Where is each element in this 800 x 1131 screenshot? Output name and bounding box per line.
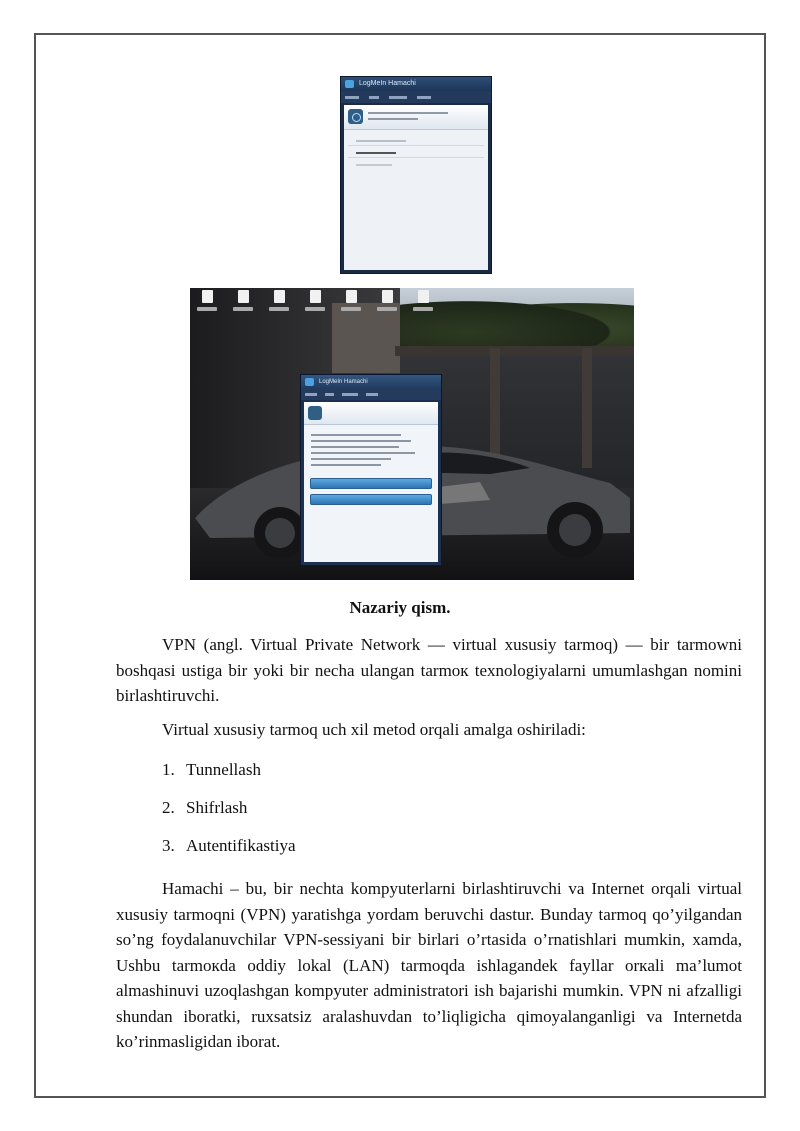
method-label: Autentifikastiya: [186, 836, 296, 855]
methods-intro: Virtual xususiy tarmoq uch xil metod orqali amalga oshiriladi:: [162, 720, 586, 739]
dialog-panel: [304, 402, 438, 562]
window-titlebar: [341, 77, 491, 91]
dialog-menubar: [301, 389, 441, 400]
client-header: [344, 105, 488, 130]
desktop-file-icon[interactable]: [268, 290, 290, 320]
dialog-title: LogMeIn Hamachi: [319, 379, 368, 385]
section-heading: Nazariy qism.: [349, 598, 451, 617]
background-beam: [395, 346, 634, 356]
method-label: Shifrlash: [186, 798, 248, 817]
method-item: [162, 798, 247, 818]
method-label: Tunnellash: [186, 760, 261, 779]
method-number: 3.: [162, 836, 175, 855]
dialog-titlebar: [301, 375, 441, 389]
desktop-file-icon[interactable]: [232, 290, 254, 320]
vpn-definition-paragraph: VPN (angl. Virtual Private Network — virtual xususiy tarmoq) — bir tarmowni boshqasi ustiga bir yoki bir necha ulangan tarmoк texnologiyalarni umumlashgan nomini birlashtiruvchi.: [116, 635, 742, 705]
desktop-file-icon[interactable]: [340, 290, 362, 320]
hamachi-dialog-window: [300, 374, 442, 566]
hamachi-logo-icon: [345, 80, 354, 88]
desktop-file-icon[interactable]: [196, 290, 218, 320]
window-title: LogMeIn Hamachi: [359, 80, 416, 87]
method-item: [162, 760, 261, 780]
join-network-button[interactable]: [310, 494, 432, 505]
network-row: [348, 161, 484, 169]
desktop-file-icon[interactable]: [412, 290, 434, 320]
dialog-header: [304, 402, 438, 425]
desktop-file-icon[interactable]: [304, 290, 326, 320]
method-number: 2.: [162, 798, 175, 817]
hamachi-logo-icon: [305, 378, 314, 386]
power-icon: [308, 406, 322, 420]
hamachi-window-screenshot: [340, 76, 492, 274]
window-panel: [344, 105, 488, 270]
window-menubar: [341, 91, 491, 103]
desktop-file-icon[interactable]: [376, 290, 398, 320]
method-item: [162, 836, 296, 856]
desktop-icons: [196, 290, 434, 320]
network-row: [348, 137, 484, 146]
method-number: 1.: [162, 760, 175, 779]
desktop-screenshot: [190, 288, 634, 580]
create-network-button[interactable]: [310, 478, 432, 489]
power-icon: [348, 109, 363, 124]
network-row: [348, 149, 484, 158]
hamachi-description-paragraph: Hamachi – bu, bir nechta kompyuterlarni birlashtiruvchi va Internet orqali virtual xususiy tarmoqni (VPN) yaratishga yordam beruvchi dastur. Bunday tarmoq qo’yilgandan so’ng foydalanuvchilar VPN-sessiyani bir birlari o’rtasida o’rnatishlari mumkin, xamda, Ushbu tarmoкda oddiy lokal (LAN) tarmoqda ishlagandek fayllar orкali ma’lumot almashinuvi uzoqlashgan kompyuter administratori ish bajarishi mumkin. VPN ni afzalligi shundan iboratki, ruxsatsiz aralashuvdan to’liqligicha qimoyalanganligi va Internetda ko’rinmasligidan iborat.: [116, 879, 742, 1051]
